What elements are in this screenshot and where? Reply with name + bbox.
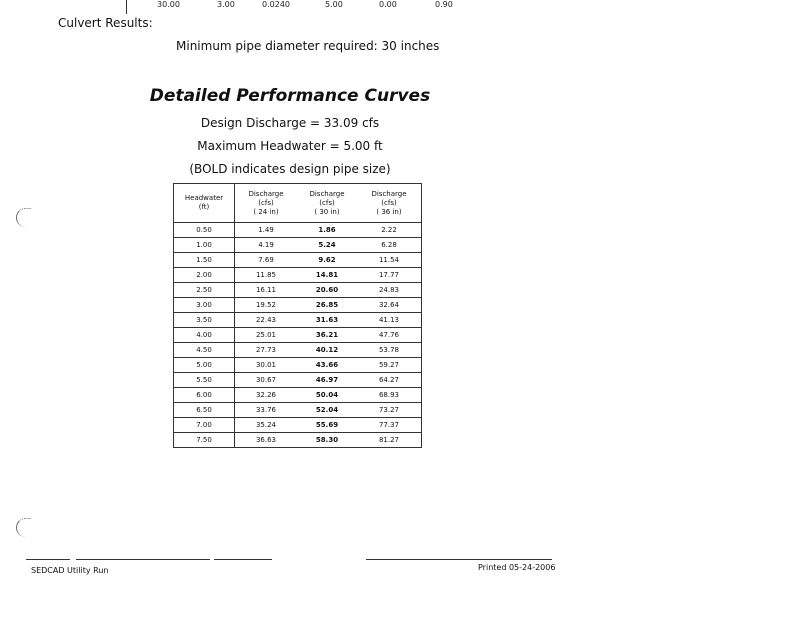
table-row (174, 223, 422, 238)
discharge-24-cell: 11.85 (235, 268, 298, 283)
headwater-cell: 5.50 (174, 373, 235, 388)
headwater-cell: 1.50 (174, 253, 235, 268)
discharge-36-cell: 32.64 (357, 298, 422, 313)
discharge-30-cell: 20.60 (297, 283, 357, 298)
discharge-24-cell: 1.49 (235, 223, 298, 238)
headwater-cell: 7.00 (174, 418, 235, 433)
prev-cell-2: 3.00 (217, 0, 235, 9)
discharge-36-cell: 24.83 (357, 283, 422, 298)
table-row (174, 238, 422, 253)
prev-cell-5: 0.00 (379, 0, 397, 9)
bold-note: (BOLD indicates design pipe size) (189, 162, 391, 176)
discharge-24-cell: 25.01 (235, 328, 298, 343)
header-headwater-line2: (ft) (198, 203, 210, 211)
prev-cell-3: 0.0240 (262, 0, 290, 9)
table-row (174, 328, 422, 343)
previous-table-row (126, 0, 457, 14)
headwater-cell: 3.50 (174, 313, 235, 328)
headwater-cell: 2.00 (174, 268, 235, 283)
headwater-cell: 4.00 (174, 328, 235, 343)
table-row (174, 298, 422, 313)
discharge-30-cell: 43.66 (297, 358, 357, 373)
culvert-results-label: Culvert Results: (58, 16, 153, 30)
prev-cell-1: 30.00 (157, 0, 180, 9)
table-row (174, 388, 422, 403)
table-row (174, 268, 422, 283)
discharge-36-cell: 64.27 (357, 373, 422, 388)
table-row (174, 418, 422, 433)
headwater-cell: 4.50 (174, 343, 235, 358)
punch-hole-mark (16, 208, 31, 227)
discharge-36-cell: 17.77 (357, 268, 422, 283)
punch-hole-mark (16, 518, 31, 537)
discharge-30-cell: 40.12 (297, 343, 357, 358)
headwater-cell: 2.50 (174, 283, 235, 298)
discharge-36-cell: 53.78 (357, 343, 422, 358)
discharge-30-cell: 1.86 (297, 223, 357, 238)
section-title: Detailed Performance Curves (149, 86, 431, 106)
footer-rule-3 (214, 559, 272, 560)
footer-rule-2 (76, 559, 210, 560)
table-row (174, 433, 422, 448)
header-24-line3: ( 24 in) (253, 207, 279, 216)
footer-right-text: Printed 05-24-2006 (478, 563, 556, 572)
footer-rule-1 (26, 559, 70, 560)
headwater-cell: 1.00 (174, 238, 235, 253)
header-discharge-36 (357, 184, 422, 223)
footer-left-text: SEDCAD Utility Run (31, 566, 109, 575)
table-row (174, 313, 422, 328)
discharge-36-cell: 81.27 (357, 433, 422, 448)
discharge-30-cell: 26.85 (297, 298, 357, 313)
discharge-30-cell: 50.04 (297, 388, 357, 403)
discharge-24-cell: 22.43 (235, 313, 298, 328)
table-row (174, 343, 422, 358)
performance-table (173, 183, 422, 448)
max-headwater: Maximum Headwater = 5.00 ft (197, 139, 383, 153)
discharge-36-cell: 77.37 (357, 418, 422, 433)
headwater-cell: 6.00 (174, 388, 235, 403)
header-discharge-24 (235, 184, 298, 223)
table-body (174, 223, 422, 448)
table-row (174, 403, 422, 418)
header-36-line1: Discharge (371, 189, 407, 198)
discharge-36-cell: 68.93 (357, 388, 422, 403)
discharge-30-cell: 36.21 (297, 328, 357, 343)
header-24-line1: Discharge (248, 189, 284, 198)
discharge-30-cell: 58.30 (297, 433, 357, 448)
discharge-24-cell: 16.11 (235, 283, 298, 298)
header-36-line2: (cfs) (381, 198, 397, 207)
headwater-cell: 6.50 (174, 403, 235, 418)
headwater-cell: 7.50 (174, 433, 235, 448)
discharge-24-cell: 4.19 (235, 238, 298, 253)
discharge-24-cell: 30.01 (235, 358, 298, 373)
prev-cell-6: 0.90 (435, 0, 453, 9)
discharge-30-cell: 31.63 (297, 313, 357, 328)
header-headwater (174, 184, 235, 223)
table-row (174, 253, 422, 268)
header-30-line3: ( 30 in) (314, 207, 340, 216)
discharge-36-cell: 6.28 (357, 238, 422, 253)
header-36-line3: ( 36 in) (376, 207, 402, 216)
discharge-30-cell: 46.97 (297, 373, 357, 388)
table-row (174, 373, 422, 388)
discharge-30-cell: 14.81 (297, 268, 357, 283)
discharge-24-cell: 35.24 (235, 418, 298, 433)
discharge-24-cell: 19.52 (235, 298, 298, 313)
discharge-30-cell: 55.69 (297, 418, 357, 433)
header-discharge-30 (297, 184, 357, 223)
discharge-24-cell: 30.67 (235, 373, 298, 388)
discharge-36-cell: 59.27 (357, 358, 422, 373)
discharge-24-cell: 7.69 (235, 253, 298, 268)
discharge-36-cell: 11.54 (357, 253, 422, 268)
header-24-line2: (cfs) (258, 198, 274, 207)
discharge-36-cell: 47.76 (357, 328, 422, 343)
discharge-24-cell: 33.76 (235, 403, 298, 418)
discharge-30-cell: 9.62 (297, 253, 357, 268)
discharge-36-cell: 2.22 (357, 223, 422, 238)
discharge-36-cell: 73.27 (357, 403, 422, 418)
design-discharge: Design Discharge = 33.09 cfs (200, 116, 380, 130)
table-row (174, 358, 422, 373)
headwater-cell: 3.00 (174, 298, 235, 313)
header-headwater-line1: Headwater (184, 194, 224, 202)
discharge-36-cell: 41.13 (357, 313, 422, 328)
table-header-row (174, 184, 422, 223)
footer-rule-4 (366, 559, 552, 560)
min-pipe-text: Minimum pipe diameter required: 30 inches (176, 39, 440, 53)
table-row (174, 283, 422, 298)
headwater-cell: 0.50 (174, 223, 235, 238)
header-30-line1: Discharge (309, 189, 345, 198)
headwater-cell: 5.00 (174, 358, 235, 373)
discharge-24-cell: 36.63 (235, 433, 298, 448)
discharge-24-cell: 32.26 (235, 388, 298, 403)
discharge-30-cell: 5.24 (297, 238, 357, 253)
header-30-line2: (cfs) (319, 198, 335, 207)
discharge-30-cell: 52.04 (297, 403, 357, 418)
prev-cell-4: 5.00 (325, 0, 343, 9)
discharge-24-cell: 27.73 (235, 343, 298, 358)
